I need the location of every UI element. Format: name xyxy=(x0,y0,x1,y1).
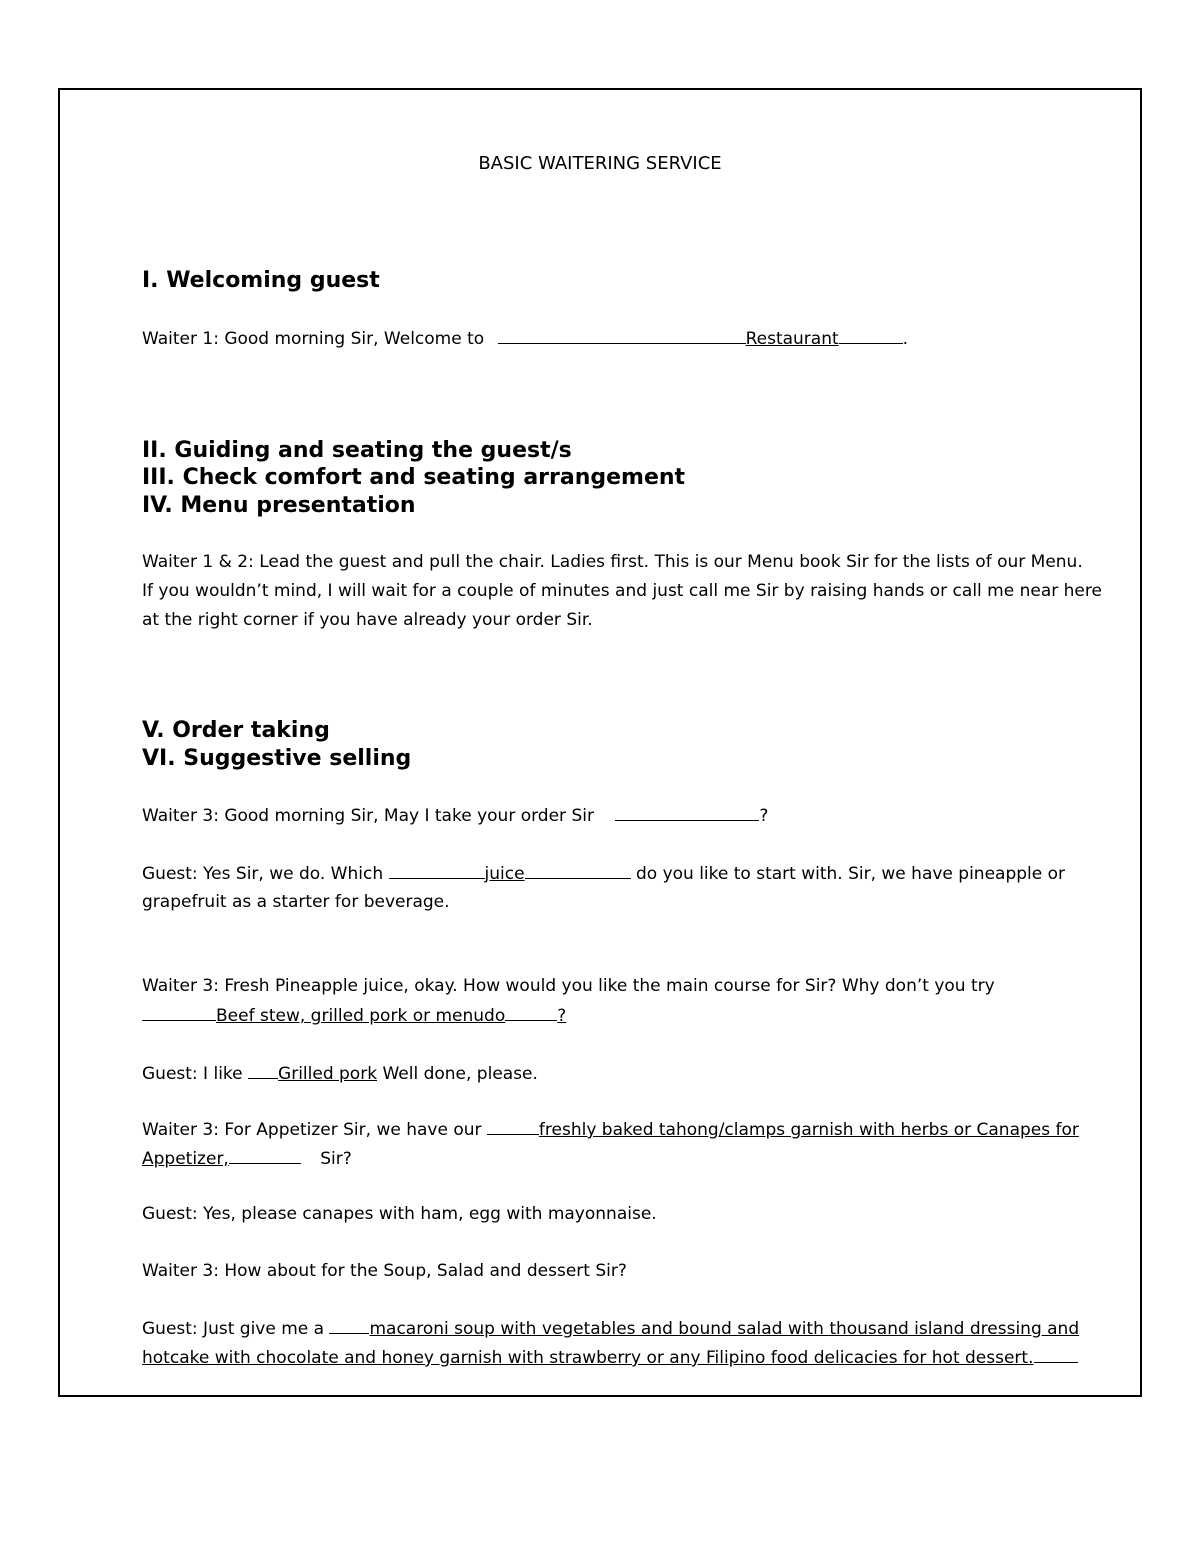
document-title: BASIC WAITERING SERVICE xyxy=(478,153,722,174)
appetizer-fill-1: freshly baked tahong/clamps garnish with herbs or Canapes for xyxy=(538,1120,1079,1140)
grilled-pork-blank xyxy=(248,1062,278,1079)
dessert-trailing-blank xyxy=(1034,1346,1078,1363)
appetizer-sir: Sir? xyxy=(320,1149,352,1169)
section-heading-suggestive-selling: VI. Suggestive selling xyxy=(142,746,412,771)
guest-juice-line-2: grapefruit as a starter for beverage. xyxy=(142,892,450,912)
main-course-leading-blank xyxy=(142,1004,216,1021)
juice-leading-blank xyxy=(389,862,485,879)
order-question-mark: ? xyxy=(759,806,769,826)
waiter3-order-line xyxy=(142,804,768,827)
waiter3-appetizer-text: Waiter 3: For Appetizer Sir, we have our xyxy=(142,1120,482,1140)
guest-dessert-line-2 xyxy=(142,1346,1078,1369)
restaurant-name-blank xyxy=(498,327,746,344)
waiter12-line-2: If you wouldn’t mind, I will wait for a couple of minutes and just call me Sir by raising hands or call me near here xyxy=(142,581,1102,601)
guest-juice-text: Guest: Yes Sir, we do. Which xyxy=(142,864,384,884)
waiter3-soup-salad-line: Waiter 3: How about for the Soup, Salad and dessert Sir? xyxy=(142,1261,627,1281)
dessert-fill-2: hotcake with chocolate and honey garnish with strawberry or any Filipino food delicacies for hot dessert. xyxy=(142,1348,1034,1368)
section-heading-menu: IV. Menu presentation xyxy=(142,493,416,518)
guest-canapes-line: Guest: Yes, please canapes with ham, egg with mayonnaise. xyxy=(142,1204,657,1224)
waiter3-main-course-line-1: Waiter 3: Fresh Pineapple juice, okay. How would you like the main course for Sir? Why don’t you try xyxy=(142,976,995,996)
section-heading-order-taking: V. Order taking xyxy=(142,718,330,743)
juice-trailing-blank xyxy=(525,862,631,879)
guest-juice-line-1 xyxy=(142,862,1065,885)
main-course-fill: Beef stew, grilled pork or menudo xyxy=(216,1006,506,1026)
waiter3-appetizer-line-1 xyxy=(142,1118,1079,1141)
section-heading-comfort: III. Check comfort and seating arrangement xyxy=(142,465,686,490)
guest-grilled-pork-line xyxy=(142,1062,538,1085)
section-heading-welcoming: I. Welcoming guest xyxy=(142,268,380,293)
waiter12-line-1: Waiter 1 & 2: Lead the guest and pull the chair. Ladies first. This is our Menu book Sir for the lists of our Menu. xyxy=(142,552,1083,572)
restaurant-fill: Restaurant xyxy=(745,329,839,349)
waiter3-appetizer-line-2 xyxy=(142,1147,352,1170)
main-course-question-mark: ? xyxy=(557,1006,567,1026)
grilled-pork-fill: Grilled pork xyxy=(278,1064,378,1084)
appetizer-fill-2: Appetizer, xyxy=(142,1149,229,1169)
appetizer-trailing-blank xyxy=(229,1147,301,1164)
juice-fill: juice xyxy=(484,864,525,884)
guest-juice-rest: do you like to start with. Sir, we have pineapple or xyxy=(635,864,1066,884)
restaurant-trailing-blank xyxy=(839,327,903,344)
section-heading-guiding: II. Guiding and seating the guest/s xyxy=(142,438,572,463)
waiter12-line-3: at the right corner if you have already your order Sir. xyxy=(142,610,593,630)
dessert-blank xyxy=(329,1317,369,1334)
main-course-trailing-blank xyxy=(505,1004,557,1021)
dessert-fill-1: macaroni soup with vegetables and bound salad with thousand island dressing and xyxy=(369,1319,1080,1339)
guest-like-text: Guest: I like xyxy=(142,1064,243,1084)
waiter3-order-text: Waiter 3: Good morning Sir, May I take your order Sir xyxy=(142,806,594,826)
waiter1-welcome-line xyxy=(142,327,908,350)
grilled-pork-rest: Well done, please. xyxy=(377,1064,538,1084)
guest-dessert-line-1 xyxy=(142,1317,1079,1340)
guest-dessert-text: Guest: Just give me a xyxy=(142,1319,325,1339)
appetizer-blank xyxy=(487,1118,539,1135)
waiter1-welcome-text: Waiter 1: Good morning Sir, Welcome to xyxy=(142,329,485,349)
waiter3-main-course-line-2 xyxy=(142,1004,566,1027)
order-blank xyxy=(615,804,759,821)
welcome-period: . xyxy=(902,329,909,349)
